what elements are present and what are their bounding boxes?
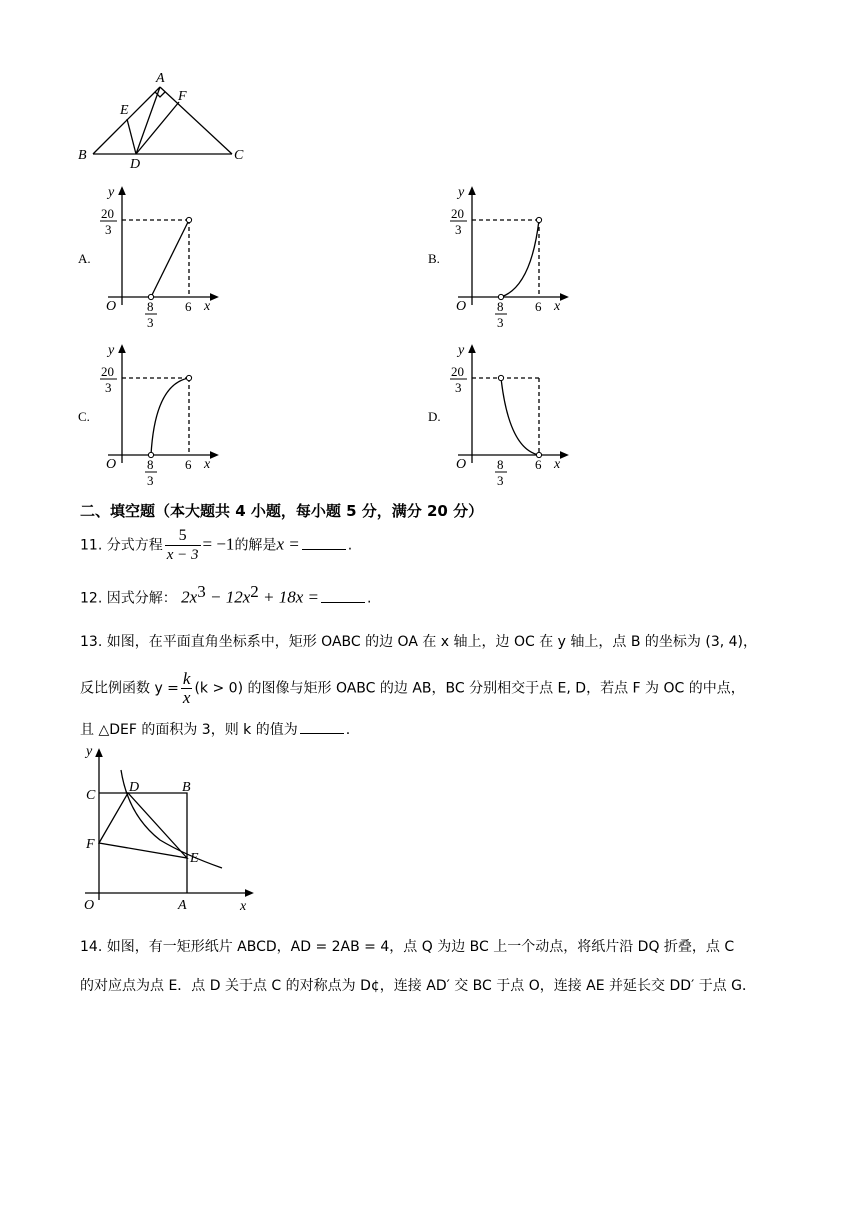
x-tick-denominator: 3 [497, 473, 504, 488]
x-tick-numerator: 8 [497, 457, 504, 472]
x-tick-six: 6 [185, 457, 192, 472]
y-axis-label: y [458, 343, 465, 358]
triangle-figure [0, 0, 860, 180]
x-axis-label: x [240, 899, 247, 914]
answer-blank-11[interactable] [302, 548, 346, 550]
y-axis-label: y [108, 185, 115, 200]
x-tick-denominator: 3 [497, 315, 504, 330]
point-d-label: D [130, 157, 141, 172]
y-tick-denominator: 3 [455, 222, 462, 237]
answer-blank-12[interactable] [321, 601, 365, 603]
x-axis-label: x [554, 299, 561, 314]
y-tick-numerator: 20 [101, 206, 114, 221]
point-f-label: F [178, 89, 187, 104]
x-tick-denominator: 3 [147, 315, 154, 330]
point-c-label: C [234, 148, 244, 163]
x-tick-six: 6 [535, 299, 542, 314]
section-title: 二、填空题（本大题共 4 小题，每小题 5 分，满分 20 分） [80, 502, 484, 520]
point-b-label: B [182, 780, 191, 795]
point-d-label: D [129, 780, 140, 795]
question-14-line-1: 14. 如图，有一矩形纸片 ABCD，AD = 2AB = 4，点 Q 为边 BC 上一个动点，将纸片沿 DQ 折叠，点 C [80, 939, 735, 955]
y-axis-label: y [108, 343, 115, 358]
x-axis-label: x [204, 457, 211, 472]
point-e-label: E [190, 851, 199, 866]
y-tick-numerator: 20 [101, 364, 114, 379]
x-tick-numerator: 8 [147, 457, 154, 472]
point-c-label: C [86, 788, 96, 803]
question-14-line-2: 的对应点为点 E．点 D 关于点 C 的对称点为 D¢，连接 AD′ 交 BC 于点 O，连接 AE 并延长交 DD′ 于点 G． [80, 978, 756, 994]
x-tick-numerator: 8 [497, 299, 504, 314]
x-axis-label: x [554, 457, 561, 472]
x-tick-denominator: 3 [147, 473, 154, 488]
x-axis-label: x [204, 299, 211, 314]
point-f-label: F [86, 837, 95, 852]
graph-option-b[interactable] [350, 180, 650, 330]
point-a-label: A [156, 71, 165, 86]
y-tick-denominator: 3 [455, 380, 462, 395]
origin-label: O [106, 299, 117, 314]
question-13-line-1: 13. 如图，在平面直角坐标系中，矩形 OABC 的边 OA 在 x 轴上，边 OC 在 y 轴上，点 B 的坐标为 (3, 4)， [80, 634, 758, 650]
question-11: 11. 分式方程 $\frac{5}{x - 3}$ = −1的解是x = . [80, 527, 353, 563]
question-13-line-3: 且 △DEF 的面积为 3，则 k 的值为 . [80, 722, 351, 738]
answer-blank-13[interactable] [300, 732, 344, 734]
origin-label: O [84, 898, 95, 913]
x-tick-six: 6 [535, 457, 542, 472]
x-tick-six: 6 [185, 299, 192, 314]
option-label: B. [428, 251, 440, 266]
graph-option-c[interactable] [0, 338, 300, 488]
question-13-line-2: 反比例函数 y = $\frac{k}{x}$ (k > 0) 的图像与矩形 OABC 的边 AB，BC 分别相交于点 E, D，若点 F 为 OC 的中点， [80, 669, 745, 707]
origin-label: O [456, 299, 467, 314]
y-tick-numerator: 20 [451, 206, 464, 221]
y-tick-denominator: 3 [105, 222, 112, 237]
y-tick-numerator: 20 [451, 364, 464, 379]
point-e-label: E [120, 103, 129, 118]
x-tick-numerator: 8 [147, 299, 154, 314]
y-axis-label: y [86, 744, 93, 759]
option-label: A. [78, 251, 91, 266]
option-label: D. [428, 409, 441, 424]
question-12: 12. 因式分解： $2x^3 - 12x^2 + 18x$ = . [80, 582, 372, 607]
y-tick-denominator: 3 [105, 380, 112, 395]
q13-figure [0, 740, 860, 940]
graph-option-d[interactable] [350, 338, 650, 488]
point-a-label: A [178, 898, 187, 913]
graph-option-a[interactable] [0, 180, 300, 330]
origin-label: O [106, 457, 117, 472]
y-axis-label: y [458, 185, 465, 200]
origin-label: O [456, 457, 467, 472]
option-label: C. [78, 409, 90, 424]
point-b-label: B [78, 148, 87, 163]
